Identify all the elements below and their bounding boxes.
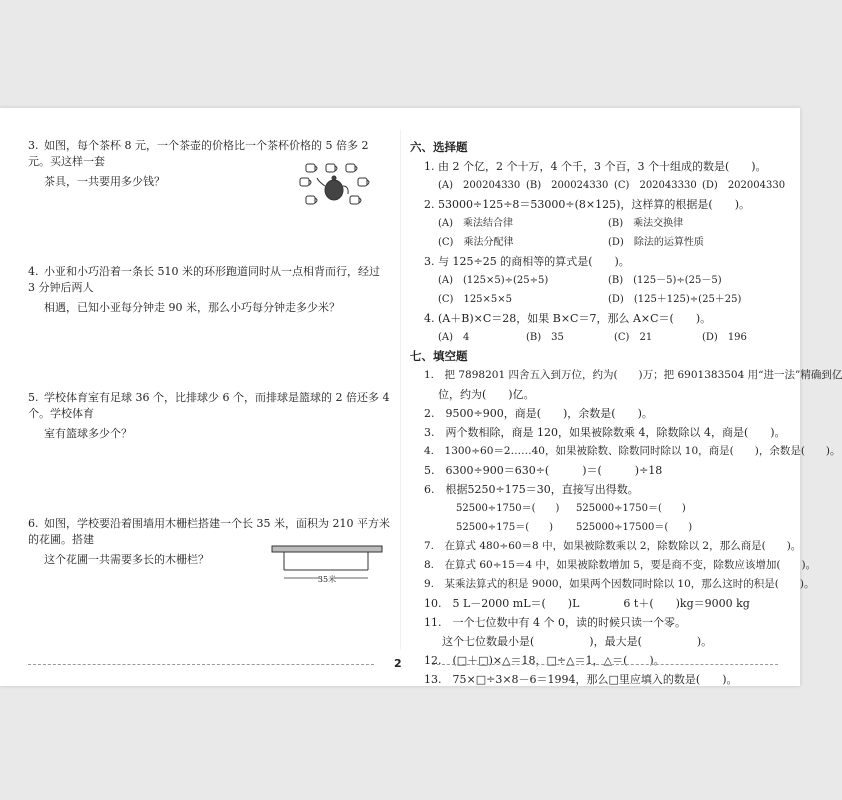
question-text: 茶具，一共要用多少钱？ xyxy=(44,175,165,188)
garden-fence-diagram xyxy=(268,544,388,586)
option-d: (D) (125＋125)÷(25＋25) xyxy=(608,294,742,305)
wall-shape xyxy=(272,546,382,552)
option-c: (C) 125×5×5 xyxy=(438,294,513,305)
fill-5: 5. 6300÷900＝630÷( )＝( )÷18 xyxy=(424,464,663,477)
fill-6-calc-row1 xyxy=(410,499,780,518)
fill-1-line2: 位，约为( )亿。 xyxy=(438,388,535,401)
fill-9: 9. 某乘法算式的积是 9000，如果两个因数同时除以 10，那么这时的积是( )。 xyxy=(424,578,815,590)
option-c: (C) 乘法分配律 xyxy=(438,237,514,248)
question-number: 6. xyxy=(28,517,39,530)
calc-item: 525000÷1750＝( ) xyxy=(576,503,686,514)
center-divider xyxy=(400,130,401,650)
page-number: 2 xyxy=(394,657,402,670)
question-number: 4. xyxy=(424,312,435,325)
question-5 xyxy=(28,390,390,442)
question-number: 1. xyxy=(424,160,435,173)
question-number: 3. xyxy=(424,255,435,268)
choice-4-stem xyxy=(410,309,780,328)
footer-dashed-line-left xyxy=(28,664,374,665)
fill-4: 4. 1300÷60＝2……40，如果被除数、除数同时除以 10，商是( )，余数是( )。 xyxy=(424,445,841,457)
question-number: 5. xyxy=(28,391,39,404)
footer-dashed-line-right xyxy=(432,664,778,665)
question-6 xyxy=(28,516,390,584)
option-a: (A) 乘法结合律 xyxy=(438,218,514,229)
question-text: 53000÷125÷8＝53000÷(8×125)，这样算的根据是( )。 xyxy=(438,198,751,211)
fill-11-line2: 这个七位数最小是( )，最大是( )。 xyxy=(442,635,713,648)
choice-4-options xyxy=(410,328,780,347)
choice-2-options-row1 xyxy=(410,214,780,233)
option-d: (D) 196 xyxy=(702,332,747,343)
question-text: (A＋B)×C＝28，如果 B×C＝7，那么 A×C＝( )。 xyxy=(438,312,712,325)
fill-1-line1: 1. 把 7898201 四舍五入到万位，约为( )万；把 6901383504 用“进一法”精确到亿 xyxy=(424,369,842,381)
choice-1-options xyxy=(410,176,786,195)
fill-2: 2. 9500÷900，商是( )，余数是( )。 xyxy=(424,407,653,420)
choice-2-stem xyxy=(410,195,780,214)
fill-12: 12. (□＋□)×△＝18，□÷△＝1，△＝( )。 xyxy=(424,654,665,667)
option-c: (C) 202043330 xyxy=(614,180,697,191)
fill-6: 6. 根据5250÷175＝30，直接写出得数。 xyxy=(424,483,639,496)
option-a: (A) 200204330 xyxy=(438,180,521,191)
calc-item: 525000÷17500＝( ) xyxy=(576,522,693,533)
choice-3-options-row1 xyxy=(410,271,780,290)
fill-11-line1: 11. 一个七位数中有 4 个 0，读的时候只读一个零。 xyxy=(424,616,686,629)
option-c: (C) 21 xyxy=(614,332,653,343)
option-a: (A) (125×5)÷(25÷5) xyxy=(438,275,549,286)
choice-2-options-row2 xyxy=(410,233,780,252)
fill-13: 13. 75×□÷3×8－6＝1994，那么□里应填入的数是( )。 xyxy=(424,673,738,686)
fill-10: 10. 5 L－2000 mL＝( )L 6 t＋( )kg＝9000 kg xyxy=(424,597,750,610)
calc-item: 52500÷175＝( ) xyxy=(456,522,554,533)
question-text: 由 2 个亿，2 个十万，4 个千，3 个百，3 个十组成的数是( )。 xyxy=(438,160,767,173)
option-d: (D) 除法的运算性质 xyxy=(608,237,704,248)
question-4 xyxy=(28,264,390,316)
question-text: 学校体育室有足球 36 个，比排球少 6 个，而排球是篮球的 2 倍还多 4 个。学校体育 xyxy=(28,391,390,420)
option-b: (B) 乘法交换律 xyxy=(608,218,684,229)
question-number: 3. xyxy=(28,139,39,152)
teaset-illustration xyxy=(298,160,378,216)
question-text: 如图，学校要沿着围墙用木栅栏搭建一个长 35 米，面积为 210 平方米的花圃。搭建 xyxy=(28,517,390,546)
fill-7: 7. 在算式 480÷60＝8 中，如果被除数乘以 2，除数除以 2，那么商是( )。 xyxy=(424,540,802,552)
choice-3-options-row2 xyxy=(410,290,780,309)
option-b: (B) 200024330 xyxy=(526,180,609,191)
choice-3-stem xyxy=(410,252,780,271)
question-text: 小亚和小巧沿着一条长 510 米的环形跑道同时从一点相背而行，经过 3 分钟后两人 xyxy=(28,265,380,294)
fill-3: 3. 两个数相除，商是 120，如果被除数乘 4，除数除以 4，商是( )。 xyxy=(424,426,786,439)
question-text: 如图，每个茶杯 8 元，一个茶壶的价格比一个茶杯价格的 5 倍多 2 元。买这样一套 xyxy=(28,139,369,168)
question-text: 室有篮球多少个？ xyxy=(44,427,132,440)
section-six-heading: 六、选择题 xyxy=(410,140,468,154)
question-text: 这个花圃一共需要多长的木栅栏？ xyxy=(44,553,209,566)
question-number: 4. xyxy=(28,265,39,278)
question-text: 相遇，已知小亚每分钟走 90 米，那么小巧每分钟走多少米？ xyxy=(44,301,340,314)
option-a: (A) 4 xyxy=(438,332,470,343)
option-b: (B) (125－5)÷(25－5) xyxy=(608,275,722,286)
fence-length-label: 35米 xyxy=(317,575,337,584)
calc-item: 52500÷1750＝( ) xyxy=(456,503,560,514)
question-3 xyxy=(28,138,390,190)
choice-1-stem xyxy=(410,157,780,176)
section-seven-heading: 七、填空题 xyxy=(410,349,468,363)
right-column xyxy=(410,138,842,689)
fill-6-calc-row2 xyxy=(410,518,780,537)
question-number: 2. xyxy=(424,198,435,211)
question-text: 与 125÷25 的商相等的算式是( )。 xyxy=(438,255,630,268)
option-b: (B) 35 xyxy=(526,332,564,343)
option-d: (D) 202004330 xyxy=(702,180,786,191)
fill-8: 8. 在算式 60÷15＝4 中，如果被除数增加 5，要是商不变，除数应该增加( )。 xyxy=(424,559,817,571)
